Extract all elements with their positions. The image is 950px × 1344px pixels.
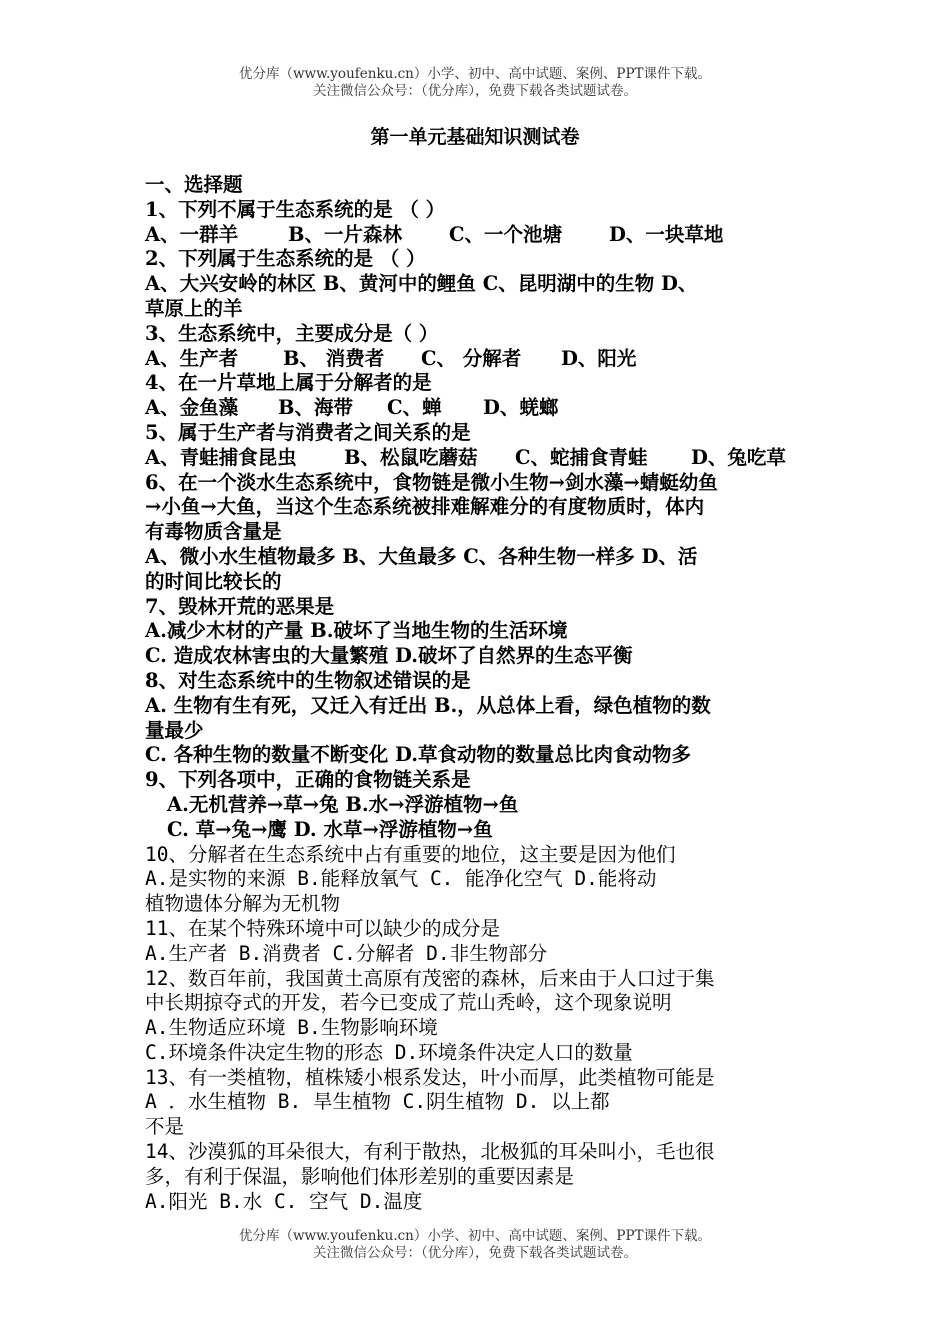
q3-stem: 3、生态系统中，主要成分是（ ） xyxy=(145,321,439,345)
q2-stem: 2、下列属于生态系统的是 （ ） xyxy=(145,247,426,271)
q11-stem: 11、在某个特殊环境中可以缺少的成分是 xyxy=(145,916,500,940)
q1-option-d: D、一块草地 xyxy=(609,222,724,246)
page-header xyxy=(0,66,950,100)
q10-stem: 10、分解者在生态系统中占有重要的地位，这主要是因为他们 xyxy=(145,842,676,866)
q3-options xyxy=(145,347,810,372)
q4-option-d: D、蜣螂 xyxy=(483,396,559,420)
q9-options-line-1: A.无机营养→草→兔 B.水→浮游植物→鱼 xyxy=(167,792,519,816)
q12-stem-line-1: 12、数百年前，我国黄土高原有茂密的森林，后来由于人口过于集 xyxy=(145,966,715,990)
q6-stem-line-1: 6、在一个淡水生态系统中，食物链是微小生物→剑水藻→蜻蜓幼鱼 xyxy=(145,470,718,494)
q1-option-c: C、一个池塘 xyxy=(449,222,563,246)
q2-options-line-1: A、大兴安岭的林区 B、黄河中的鲤鱼 C、昆明湖中的生物 D、 xyxy=(145,272,698,296)
q10-options-line-1: A.是实物的来源 B.能释放氧气 C. 能净化空气 D.能将动 xyxy=(145,867,657,891)
q8-options-line-2: 量最少 xyxy=(145,718,204,742)
header-line-1: 优分库（www.youfenku.cn）小学、初中、高中试题、案例、PPT课件下载。 xyxy=(238,66,712,82)
q8-stem: 8、对生态系统中的生物叙述错误的是 xyxy=(145,668,471,692)
footer-line-2: 关注微信公众号：（优分库），免费下载各类试题试卷。 xyxy=(313,1245,637,1261)
q7-options-line-1: A.减少木材的产量 B.破坏了当地生物的生活环境 xyxy=(145,619,568,643)
q4-options xyxy=(145,396,810,421)
q3-option-b: B、 消费者 xyxy=(283,346,385,370)
q8-options-line-1: A. 生物有生有死，又迁入有迁出 B.，从总体上看，绿色植物的数 xyxy=(145,693,711,717)
q2-options-line-2: 草原上的羊 xyxy=(145,296,243,320)
question-list xyxy=(145,173,810,1214)
q1-options xyxy=(145,223,810,248)
q5-options xyxy=(145,446,810,471)
q13-options-line-2: 不是 xyxy=(145,1115,185,1139)
section-heading: 一、选择题 xyxy=(145,173,243,196)
q3-option-d: D、阳光 xyxy=(561,346,637,370)
q7-options-line-2: C. 造成农林害虫的大量繁殖 D.破坏了自然界的生态平衡 xyxy=(145,644,633,668)
q5-option-d: D、兔吃草 xyxy=(691,445,786,469)
q3-option-a: A、生产者 xyxy=(145,346,239,370)
q1-option-a: A、一群羊 xyxy=(145,222,239,246)
q6-stem-line-2: →小鱼→大鱼，当这个生态系统被排难解难分的有度物质时，体内 xyxy=(145,495,705,519)
q10-options-line-2: 植物遗体分解为无机物 xyxy=(145,892,341,916)
q6-options-line-1: A、微小水生植物最多 B、大鱼最多 C、各种生物一样多 D、活 xyxy=(145,544,698,568)
q5-option-c: C、蛇捕食青蛙 xyxy=(515,445,648,469)
footer-line-1: 优分库（www.youfenku.cn）小学、初中、高中试题、案例、PPT课件下载。 xyxy=(238,1228,712,1244)
header-line-2: 关注微信公众号：（优分库），免费下载各类试题试卷。 xyxy=(313,83,637,99)
q6-options-line-2: 的时间比较长的 xyxy=(145,569,282,593)
q1-stem: 1、下列不属于生态系统的是 （ ） xyxy=(145,197,446,221)
q8-options-line-3: C. 各种生物的数量不断变化 D.草食动物的数量总比肉食动物多 xyxy=(145,743,692,767)
q11-options: A.生产者 B.消费者 C.分解者 D.非生物部分 xyxy=(145,941,548,965)
q5-stem: 5、属于生产者与消费者之间关系的是 xyxy=(145,420,471,444)
page-title: 第一单元基础知识测试卷 xyxy=(370,126,580,148)
q13-stem: 13、有一类植物，植株矮小根系发达，叶小而厚，此类植物可能是 xyxy=(145,1065,715,1089)
q4-option-b: B、海带 xyxy=(278,396,353,420)
q4-stem: 4、在一片草地上属于分解者的是 xyxy=(145,371,432,395)
q7-stem: 7、毁林开荒的恶果是 xyxy=(145,594,335,618)
q6-stem-line-3: 有毒物质含量是 xyxy=(145,520,282,544)
q13-options-line-1: A ．水生植物 B. 旱生植物 C.阴生植物 D. 以上都 xyxy=(145,1090,610,1114)
q5-option-b: B、松鼠吃蘑菇 xyxy=(344,445,478,469)
q4-option-a: A、金鱼藻 xyxy=(145,396,239,420)
q3-option-c: C、 分解者 xyxy=(421,346,522,370)
q5-option-a: A、青蛙捕食昆虫 xyxy=(145,445,297,469)
q9-options-line-2: C. 草→兔→鹰 D. 水草→浮游植物→鱼 xyxy=(167,817,493,841)
q12-options-line-1: A.生物适应环境 B.生物影响环境 xyxy=(145,1016,438,1040)
q14-stem-line-1: 14、沙漠狐的耳朵很大，有利于散热，北极狐的耳朵叫小，毛也很 xyxy=(145,1140,715,1164)
q14-stem-line-2: 多，有利于保温，影响他们体形差别的重要因素是 xyxy=(145,1164,575,1188)
q9-stem: 9、下列各项中，正确的食物链关系是 xyxy=(145,768,471,792)
q14-options: A.阳光 B.水 C. 空气 D.温度 xyxy=(145,1189,423,1213)
q12-stem-line-2: 中长期掠夺式的开发，若今已变成了荒山秃岭，这个现象说明 xyxy=(145,991,672,1015)
q1-option-b: B、一片森林 xyxy=(288,222,402,246)
q12-options-line-2: C.环境条件决定生物的形态 D.环境条件决定人口的数量 xyxy=(145,1040,633,1064)
page-footer xyxy=(0,1228,950,1262)
q4-option-c: C、蝉 xyxy=(387,396,442,420)
